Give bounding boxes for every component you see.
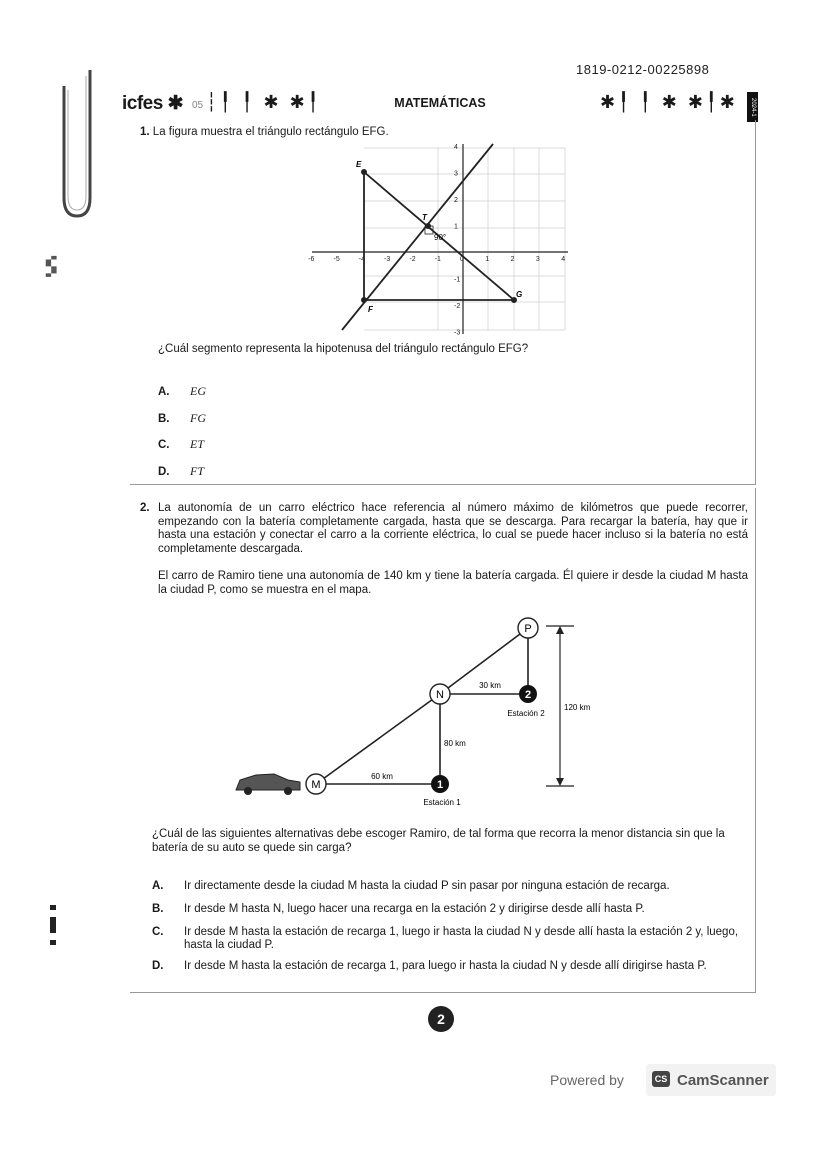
svg-text:N: N <box>436 689 444 701</box>
angle-label: 90° <box>434 233 447 242</box>
x-tick-label: 2 <box>510 256 515 263</box>
question-2-paragraph-2: El carro de Ramiro tiene una autonomía de 140 km y tiene la batería cargada. Él quiere ir desde la ciudad M hasta la ciudad P, como se muestra en el mapa. <box>158 570 748 596</box>
powered-by-text: Powered by <box>550 1072 624 1088</box>
svg-text:2: 2 <box>524 689 532 701</box>
label-g: G <box>516 290 523 299</box>
question-1-prompt: ¿Cuál segmento representa la hipotenusa del triángulo rectángulo EFG? <box>158 343 529 355</box>
serial-number: 1819-0212-00225898 <box>576 62 710 77</box>
question-2-number: 2. <box>140 502 150 514</box>
option-d[interactable]: D. Ir desde M hasta la estación de recarga 1, para luego ir hasta la ciudad N y desde allí dirigirse hasta P. <box>152 960 707 972</box>
y-tick-label: 1 <box>454 223 458 231</box>
label-f: F <box>368 305 373 314</box>
option-c[interactable]: C. ET <box>158 437 205 451</box>
year-badge: 2024-1 <box>747 92 758 122</box>
svg-text:P: P <box>524 623 532 635</box>
x-tick-label: 1 <box>485 256 490 263</box>
label-t: T <box>422 213 427 222</box>
point-e <box>361 169 367 175</box>
x-tick-label: 0 <box>460 256 464 263</box>
label-e: E <box>356 160 362 169</box>
x-tick-label: 3 <box>535 256 540 263</box>
distance-height: 120 km <box>564 703 591 712</box>
coordinate-graph <box>308 140 578 336</box>
distance-m-1: 60 km <box>371 772 393 781</box>
option-b[interactable]: B. FG <box>158 410 206 425</box>
decorative-glyphs-icon: ✱╿ ╿ ✱ ✱╿✱ <box>600 92 738 112</box>
x-tick-label: -5 <box>333 256 340 263</box>
logo-star-icon: ✱ <box>162 93 184 114</box>
option-b[interactable]: B. Ir desde M hasta N, luego hacer una recarga en la estación 2 y dirigirse desde allí hasta P. <box>152 903 645 915</box>
x-tick-label: 4 <box>561 256 566 263</box>
x-tick-label: -6 <box>308 256 315 263</box>
y-tick-label: 2 <box>454 197 458 204</box>
point-f <box>361 297 367 303</box>
page-number: 2 <box>428 1006 454 1032</box>
camscanner-icon: CS <box>652 1071 670 1087</box>
icfes-logo: icfes ✱ <box>122 93 184 114</box>
question-2-paragraph-1: La autonomía de un carro eléctrico hace referencia al número máximo de kilómetros que puede recorrer, empezando con la batería completamente cargada, hasta que se descarga. Para recargar la batería, hay que ir hasta una estación y conectar el carro a la corriente eléctrica, lo cual se puede hacer incluso si la batería no está completamente descargada. <box>158 502 748 555</box>
x-tick-label: -2 <box>409 256 416 263</box>
distance-1-n: 80 km <box>444 739 466 748</box>
x-tick-label: -4 <box>358 256 366 263</box>
svg-text:1: 1 <box>436 779 444 791</box>
question-1-options <box>158 382 458 488</box>
station-2-label: Estación 2 <box>507 709 545 718</box>
paper-clip-icon <box>60 68 94 220</box>
option-a[interactable]: A. Ir directamente desde la ciudad M hasta la ciudad P sin pasar por ninguna estación de recarga. <box>152 880 670 892</box>
y-tick-label: -3 <box>454 329 461 336</box>
station-1-label: Estación 1 <box>423 798 461 807</box>
question-1-statement: 1. La figura muestra el triángulo rectángulo EFG. <box>140 126 389 138</box>
x-tick-label: -3 <box>384 256 391 263</box>
question-2-prompt: ¿Cuál de las siguientes alternativas debe escoger Ramiro, de tal forma que recorra la menor distancia sin que la batería de su auto se quede sin carga? <box>152 828 725 854</box>
point-t <box>425 223 431 229</box>
svg-text:M: M <box>311 779 321 791</box>
scan-mark: ▚▞▚ <box>46 256 56 277</box>
question-2-options <box>152 880 752 973</box>
subject-title: MATEMÁTICAS <box>394 96 486 110</box>
option-d[interactable]: D. FT <box>158 463 205 478</box>
y-tick-label: -1 <box>454 276 461 284</box>
y-tick-label: 3 <box>454 170 458 178</box>
y-tick-label: -2 <box>454 303 461 310</box>
x-tick-label: -1 <box>434 256 441 263</box>
camscanner-brand: CamScanner <box>677 1072 769 1089</box>
logo-code: 05 <box>192 100 204 111</box>
y-tick-label: 4 <box>454 144 458 151</box>
distance-n-2: 30 km <box>479 681 501 690</box>
car-icon <box>236 774 300 795</box>
binder-mark <box>50 905 56 945</box>
option-c[interactable]: C. Ir desde M hasta la estación de recarga 1, luego ir hasta la ciudad N y desde allí hasta la estación 2 y, luego, hasta la ciudad P. <box>152 926 739 951</box>
option-a[interactable]: A. EG <box>158 384 206 398</box>
decorative-glyphs-icon: ┆╿ ╿ ✱ ✱╿ <box>206 92 322 112</box>
route-map <box>230 612 610 812</box>
